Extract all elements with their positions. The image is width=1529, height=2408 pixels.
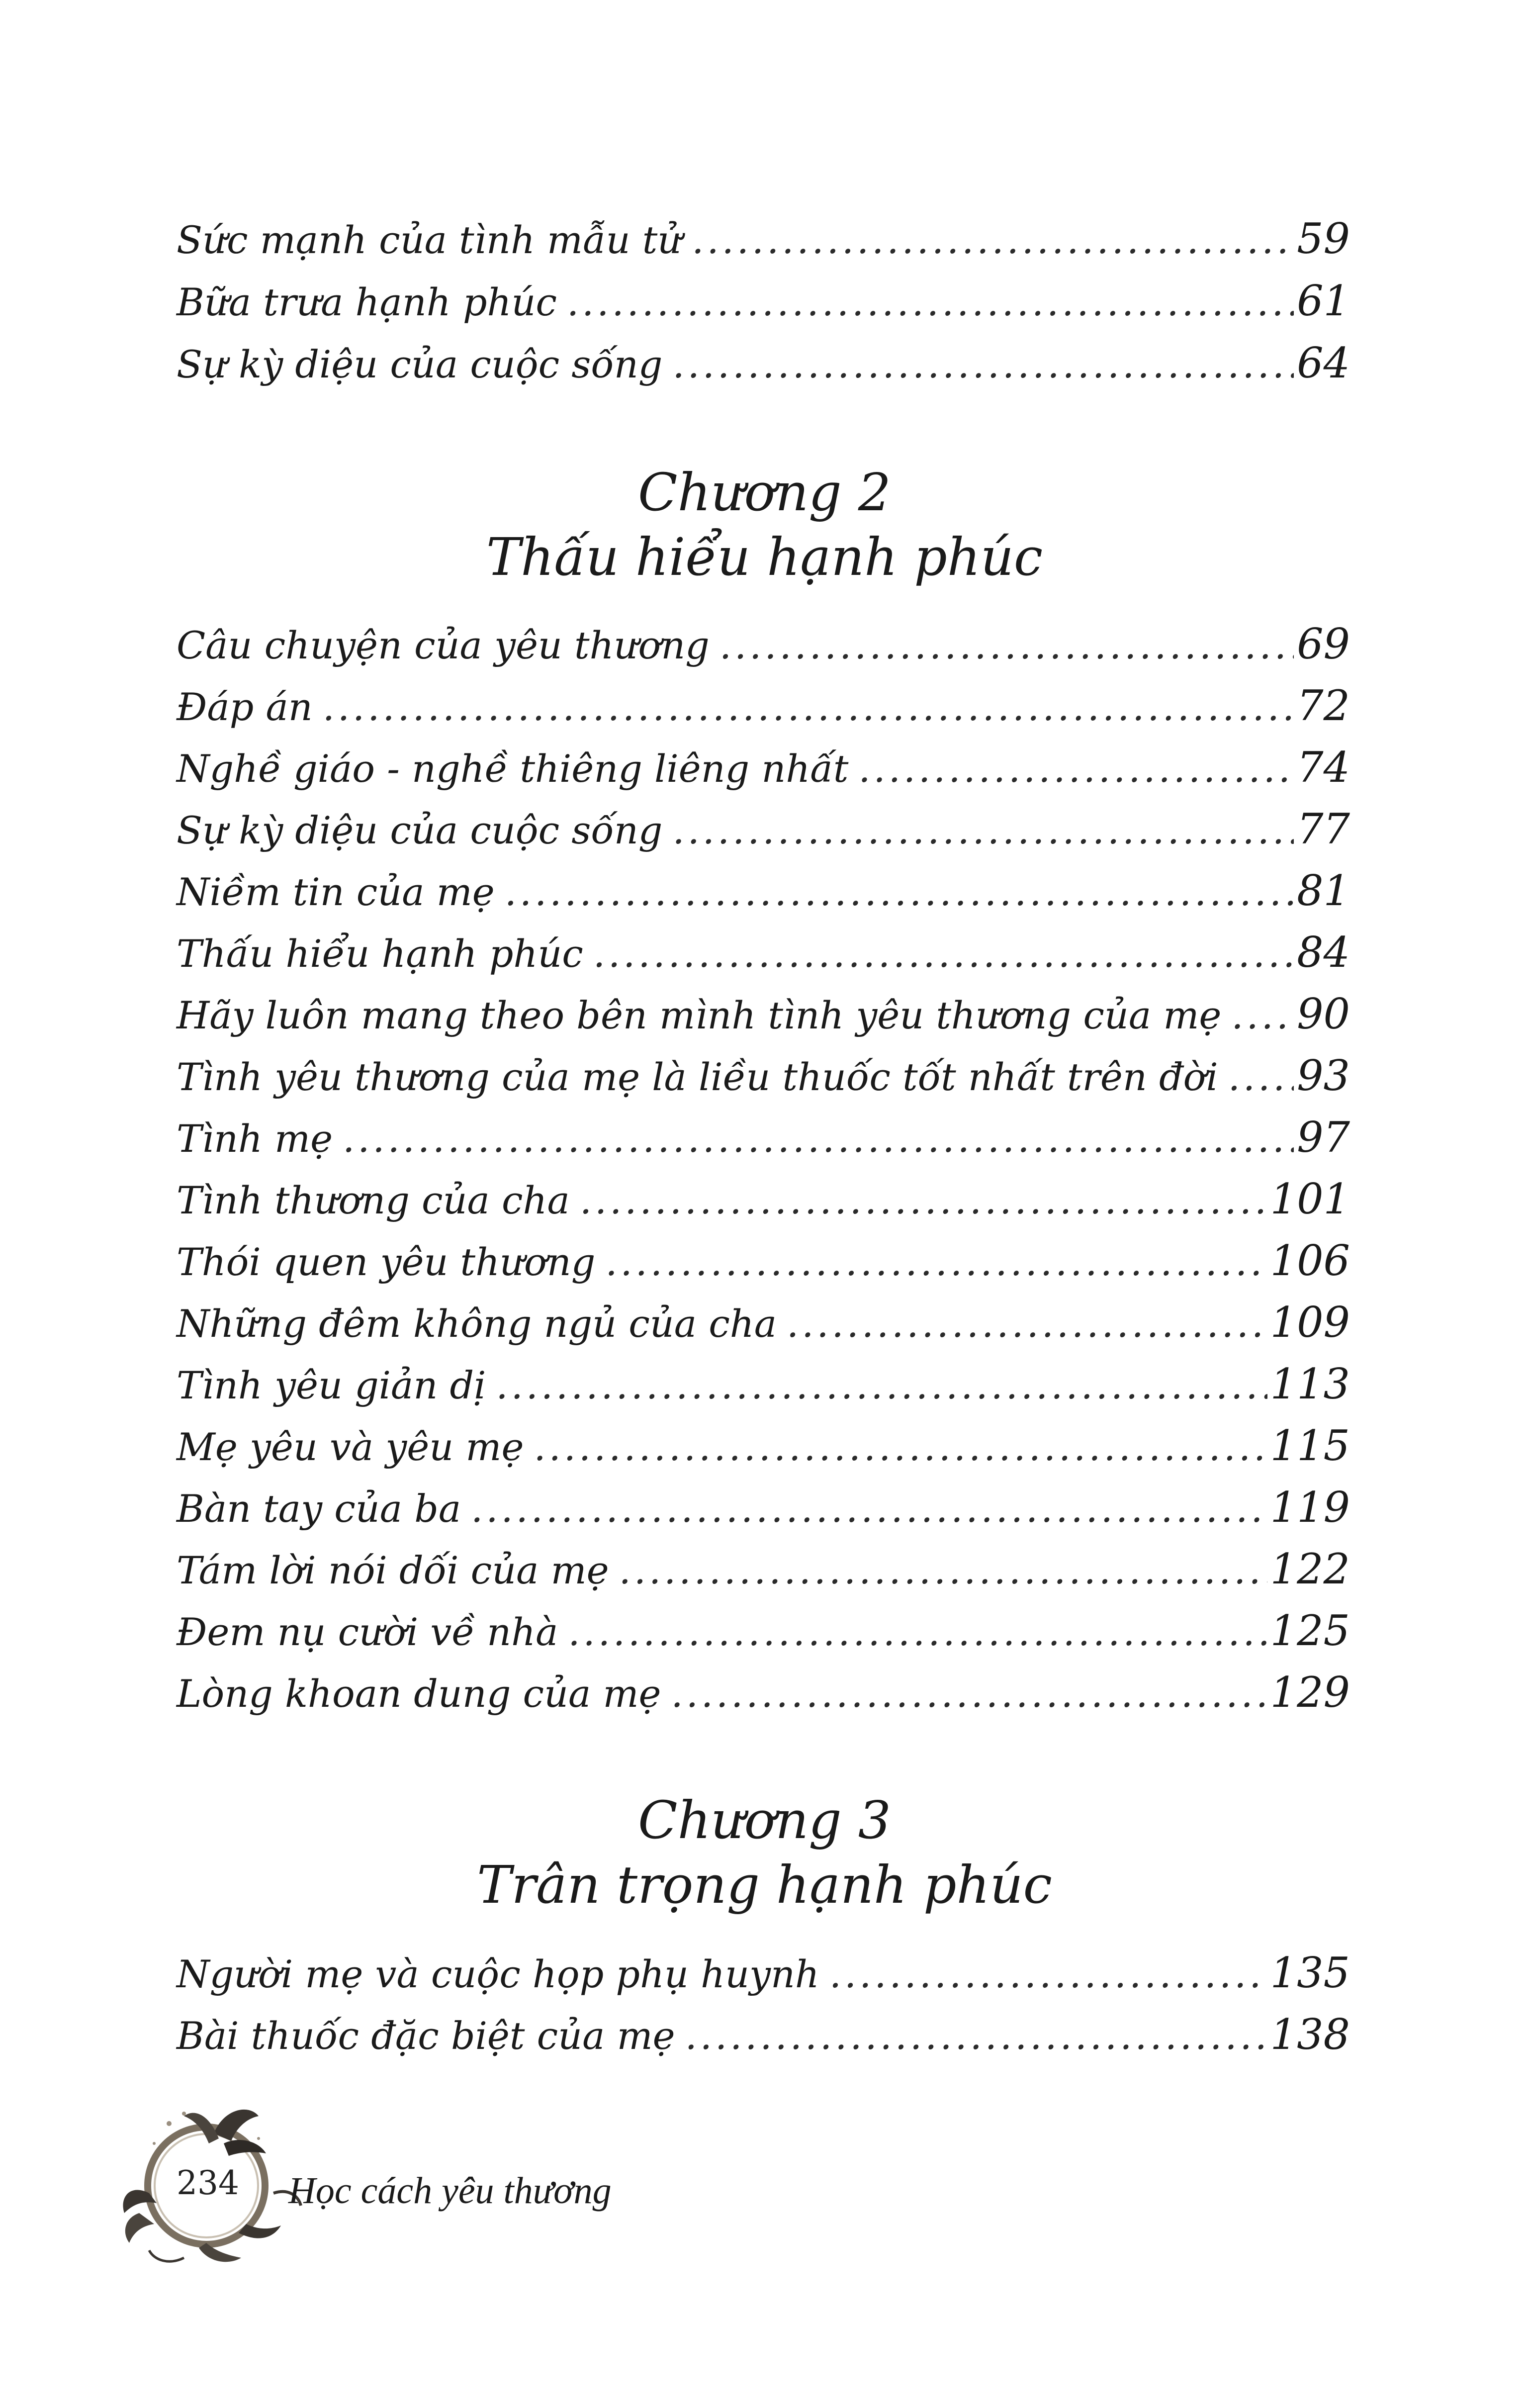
toc-entry <box>177 1357 1350 1411</box>
toc-entry-title: Thói quen yêu thương <box>177 1240 596 1284</box>
page-number: 234 <box>177 2164 239 2202</box>
toc-leader-dots <box>567 275 1294 330</box>
toc-entry <box>177 1418 1350 1473</box>
toc-entry-page: 119 <box>1270 1483 1350 1532</box>
toc-leader-dots <box>1228 1050 1294 1105</box>
toc-entry <box>177 1048 1350 1103</box>
toc-entry <box>177 1233 1350 1288</box>
toc-entry-page: 113 <box>1270 1360 1350 1408</box>
toc-leader-dots <box>858 741 1294 796</box>
toc-entry <box>177 617 1350 671</box>
toc-leader-dots <box>605 1235 1267 1290</box>
toc-entry-page: 115 <box>1270 1421 1350 1470</box>
toc-entry-page: 138 <box>1270 2010 1350 2059</box>
toc-leader-dots <box>787 1297 1267 1351</box>
toc-entry-page: 122 <box>1270 1545 1350 1593</box>
toc-leader-dots <box>568 1605 1267 1660</box>
toc-entry-title: Tình mẹ <box>177 1116 333 1161</box>
toc-entry <box>177 1665 1350 1720</box>
toc-entry-title: Tình yêu giản dị <box>177 1363 486 1407</box>
toc-entry-title: Bàn tay của ba <box>177 1486 461 1531</box>
toc-entry-page: 81 <box>1297 866 1350 915</box>
toc-leader-dots <box>720 618 1294 673</box>
chapter-title: Thấu hiểu hạnh phúc <box>486 527 1043 587</box>
toc-entry-page: 93 <box>1297 1051 1350 1100</box>
toc-leader-dots <box>534 1420 1267 1475</box>
toc-entry-page: 97 <box>1297 1113 1350 1162</box>
toc-leader-dots <box>1231 988 1294 1043</box>
toc-entry-page: 72 <box>1297 681 1350 730</box>
toc-entry <box>177 1603 1350 1658</box>
toc-entry <box>177 740 1350 795</box>
toc-entry-page: 101 <box>1270 1175 1350 1223</box>
toc-leader-dots <box>672 803 1294 858</box>
toc-leader-dots <box>671 1667 1267 1721</box>
toc-entry <box>177 2007 1350 2062</box>
book-title: Học cách yêu thương <box>288 2170 612 2212</box>
toc-entry-title: Sự kỳ diệu của cuộc sống <box>177 342 663 386</box>
toc-entry-title: Tình thương của cha <box>177 1178 570 1222</box>
toc-leader-dots <box>593 926 1294 981</box>
toc-entry-page: 125 <box>1270 1606 1350 1655</box>
toc-entry-title: Những đêm không ngủ của cha <box>177 1301 777 1346</box>
toc-entry-page: 106 <box>1270 1236 1350 1285</box>
toc-leader-dots <box>323 680 1294 735</box>
toc-entry-title: Mẹ yêu và yêu mẹ <box>177 1425 524 1469</box>
toc-entry-page: 59 <box>1297 214 1350 263</box>
toc-entry-title: Người mẹ và cuộc họp phụ huynh <box>177 1952 819 1996</box>
toc-entry <box>177 863 1350 918</box>
toc-entry-title: Câu chuyện của yêu thương <box>177 623 710 667</box>
toc-entry-page: 135 <box>1270 1948 1350 1997</box>
page-footer <box>109 2094 706 2273</box>
toc-entry <box>177 1945 1350 2000</box>
toc-entry-page: 61 <box>1297 277 1350 325</box>
toc-entry <box>177 274 1350 328</box>
toc-leader-dots <box>619 1543 1267 1598</box>
chapter-heading <box>0 460 1529 589</box>
chapter-title: Trân trọng hạnh phúc <box>477 1854 1052 1915</box>
toc-entry-title: Tám lời nói dối của mẹ <box>177 1548 609 1592</box>
toc-entry <box>177 1542 1350 1596</box>
toc-entry-title: Lòng khoan dung của mẹ <box>177 1671 661 1716</box>
toc-entry-page: 84 <box>1297 928 1350 977</box>
chapter-number: Chương 3 <box>638 1790 891 1851</box>
toc-leader-dots <box>343 1111 1294 1166</box>
toc-entry-title: Tình yêu thương của mẹ là liều thuốc tốt nhất trên đời <box>177 1055 1218 1099</box>
toc-leader-dots <box>692 213 1294 268</box>
toc-entry-title: Hãy luôn mang theo bên mình tình yêu thương của mẹ <box>177 993 1222 1037</box>
toc-entry-page: 77 <box>1297 805 1350 853</box>
toc-entry <box>177 211 1350 266</box>
toc-entry-title: Nghề giáo - nghề thiêng liêng nhất <box>177 746 849 791</box>
toc-entry <box>177 987 1350 1041</box>
toc-entry <box>177 1172 1350 1226</box>
toc-entry-page: 69 <box>1297 620 1350 668</box>
toc-entry <box>177 1295 1350 1350</box>
toc-entry-title: Sự kỳ diệu của cuộc sống <box>177 808 663 852</box>
toc-entry <box>177 1480 1350 1535</box>
toc-entry <box>177 336 1350 390</box>
toc-entry <box>177 1110 1350 1165</box>
toc-entry-page: 74 <box>1297 743 1350 792</box>
toc-leader-dots <box>672 337 1294 392</box>
toc-leader-dots <box>685 2009 1267 2063</box>
toc-leader-dots <box>471 1482 1267 1536</box>
chapter-heading <box>0 1788 1529 1917</box>
toc-entry-title: Bữa trưa hạnh phúc <box>177 280 557 324</box>
toc-entry-title: Niềm tin của mẹ <box>177 870 495 914</box>
toc-entry-page: 90 <box>1297 990 1350 1038</box>
toc-entry-title: Bài thuốc đặc biệt của mẹ <box>177 2014 675 2058</box>
toc-entry-page: 109 <box>1270 1298 1350 1347</box>
toc-entry-page: 129 <box>1270 1668 1350 1717</box>
toc-leader-dots <box>496 1358 1267 1413</box>
toc-entry <box>177 925 1350 980</box>
toc-entry-title: Đáp án <box>177 685 313 729</box>
toc-leader-dots <box>829 1947 1267 2002</box>
toc-leader-dots <box>580 1173 1267 1228</box>
toc-entry-title: Thấu hiểu hạnh phúc <box>177 931 583 976</box>
toc-entry <box>177 802 1350 856</box>
chapter-number: Chương 2 <box>638 462 891 523</box>
toc-entry-page: 64 <box>1297 339 1350 387</box>
toc-leader-dots <box>505 865 1294 920</box>
toc-entry <box>177 678 1350 733</box>
toc-entry-title: Đem nụ cười về nhà <box>177 1610 558 1654</box>
toc-entry-title: Sức mạnh của tình mẫu tử <box>177 218 682 262</box>
